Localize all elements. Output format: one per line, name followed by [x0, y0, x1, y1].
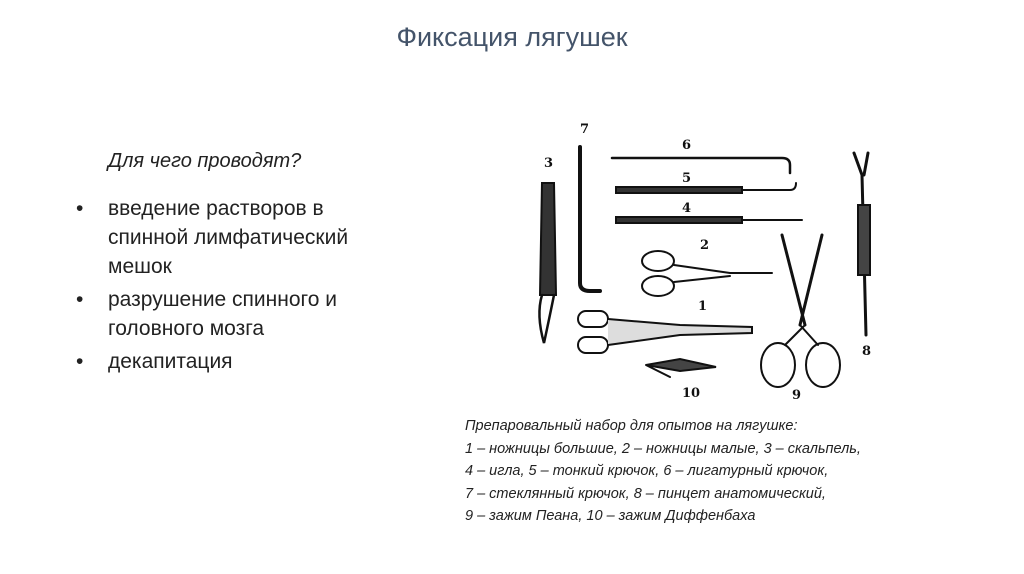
- forceps-drawing: [854, 153, 870, 335]
- list-item: • введение растворов в спинной лимфатический мешок: [72, 194, 402, 281]
- figure-label-4: 4: [682, 201, 692, 216]
- caption-line: 1 – ножницы большие, 2 – ножницы малые, 3 – скальпель,: [465, 440, 861, 457]
- pean-clamp-drawing: [761, 235, 840, 387]
- large-scissors-drawing: [578, 311, 752, 353]
- diffenbach-clamp-drawing: [646, 359, 716, 377]
- caption-line: 7 – стеклянный крючок, 8 – пинцет анатомический,: [465, 485, 826, 502]
- figure-label-5: 5: [682, 171, 692, 186]
- question-heading: Для чего проводят?: [108, 150, 302, 172]
- caption-line: Препаровальный набор для опытов на лягушке:: [465, 418, 798, 434]
- thin-hook-drawing: [616, 183, 796, 193]
- figure-label-8: 8: [862, 344, 872, 359]
- instrument-set-illustration: [520, 115, 890, 410]
- figure-label-7: 7: [580, 122, 590, 137]
- figure-label-1: 1: [698, 299, 708, 314]
- caption-line: 9 – зажим Пеана, 10 – зажим Диффенбаха: [465, 508, 756, 524]
- list-item: • разрушение спинного и головного мозга: [72, 285, 402, 343]
- list-item: • декапитация: [72, 347, 402, 376]
- purpose-list: [72, 194, 402, 380]
- figure-label-2: 2: [700, 238, 710, 253]
- small-scissors-drawing: [642, 251, 772, 296]
- figure-caption: [465, 415, 1005, 528]
- figure-label-3: 3: [544, 156, 554, 171]
- ligature-hook-drawing: [612, 158, 790, 173]
- scalpel-drawing: [539, 183, 556, 343]
- glass-hook-drawing: [580, 147, 600, 291]
- caption-line: 4 – игла, 5 – тонкий крючок, 6 – лигатурный крючок,: [465, 463, 829, 479]
- figure-label-10: 10: [682, 386, 701, 401]
- figure-label-9: 9: [792, 388, 802, 403]
- slide-title: Фиксация лягушек: [396, 22, 628, 52]
- needle-drawing: [616, 217, 802, 223]
- figure-label-6: 6: [682, 138, 692, 153]
